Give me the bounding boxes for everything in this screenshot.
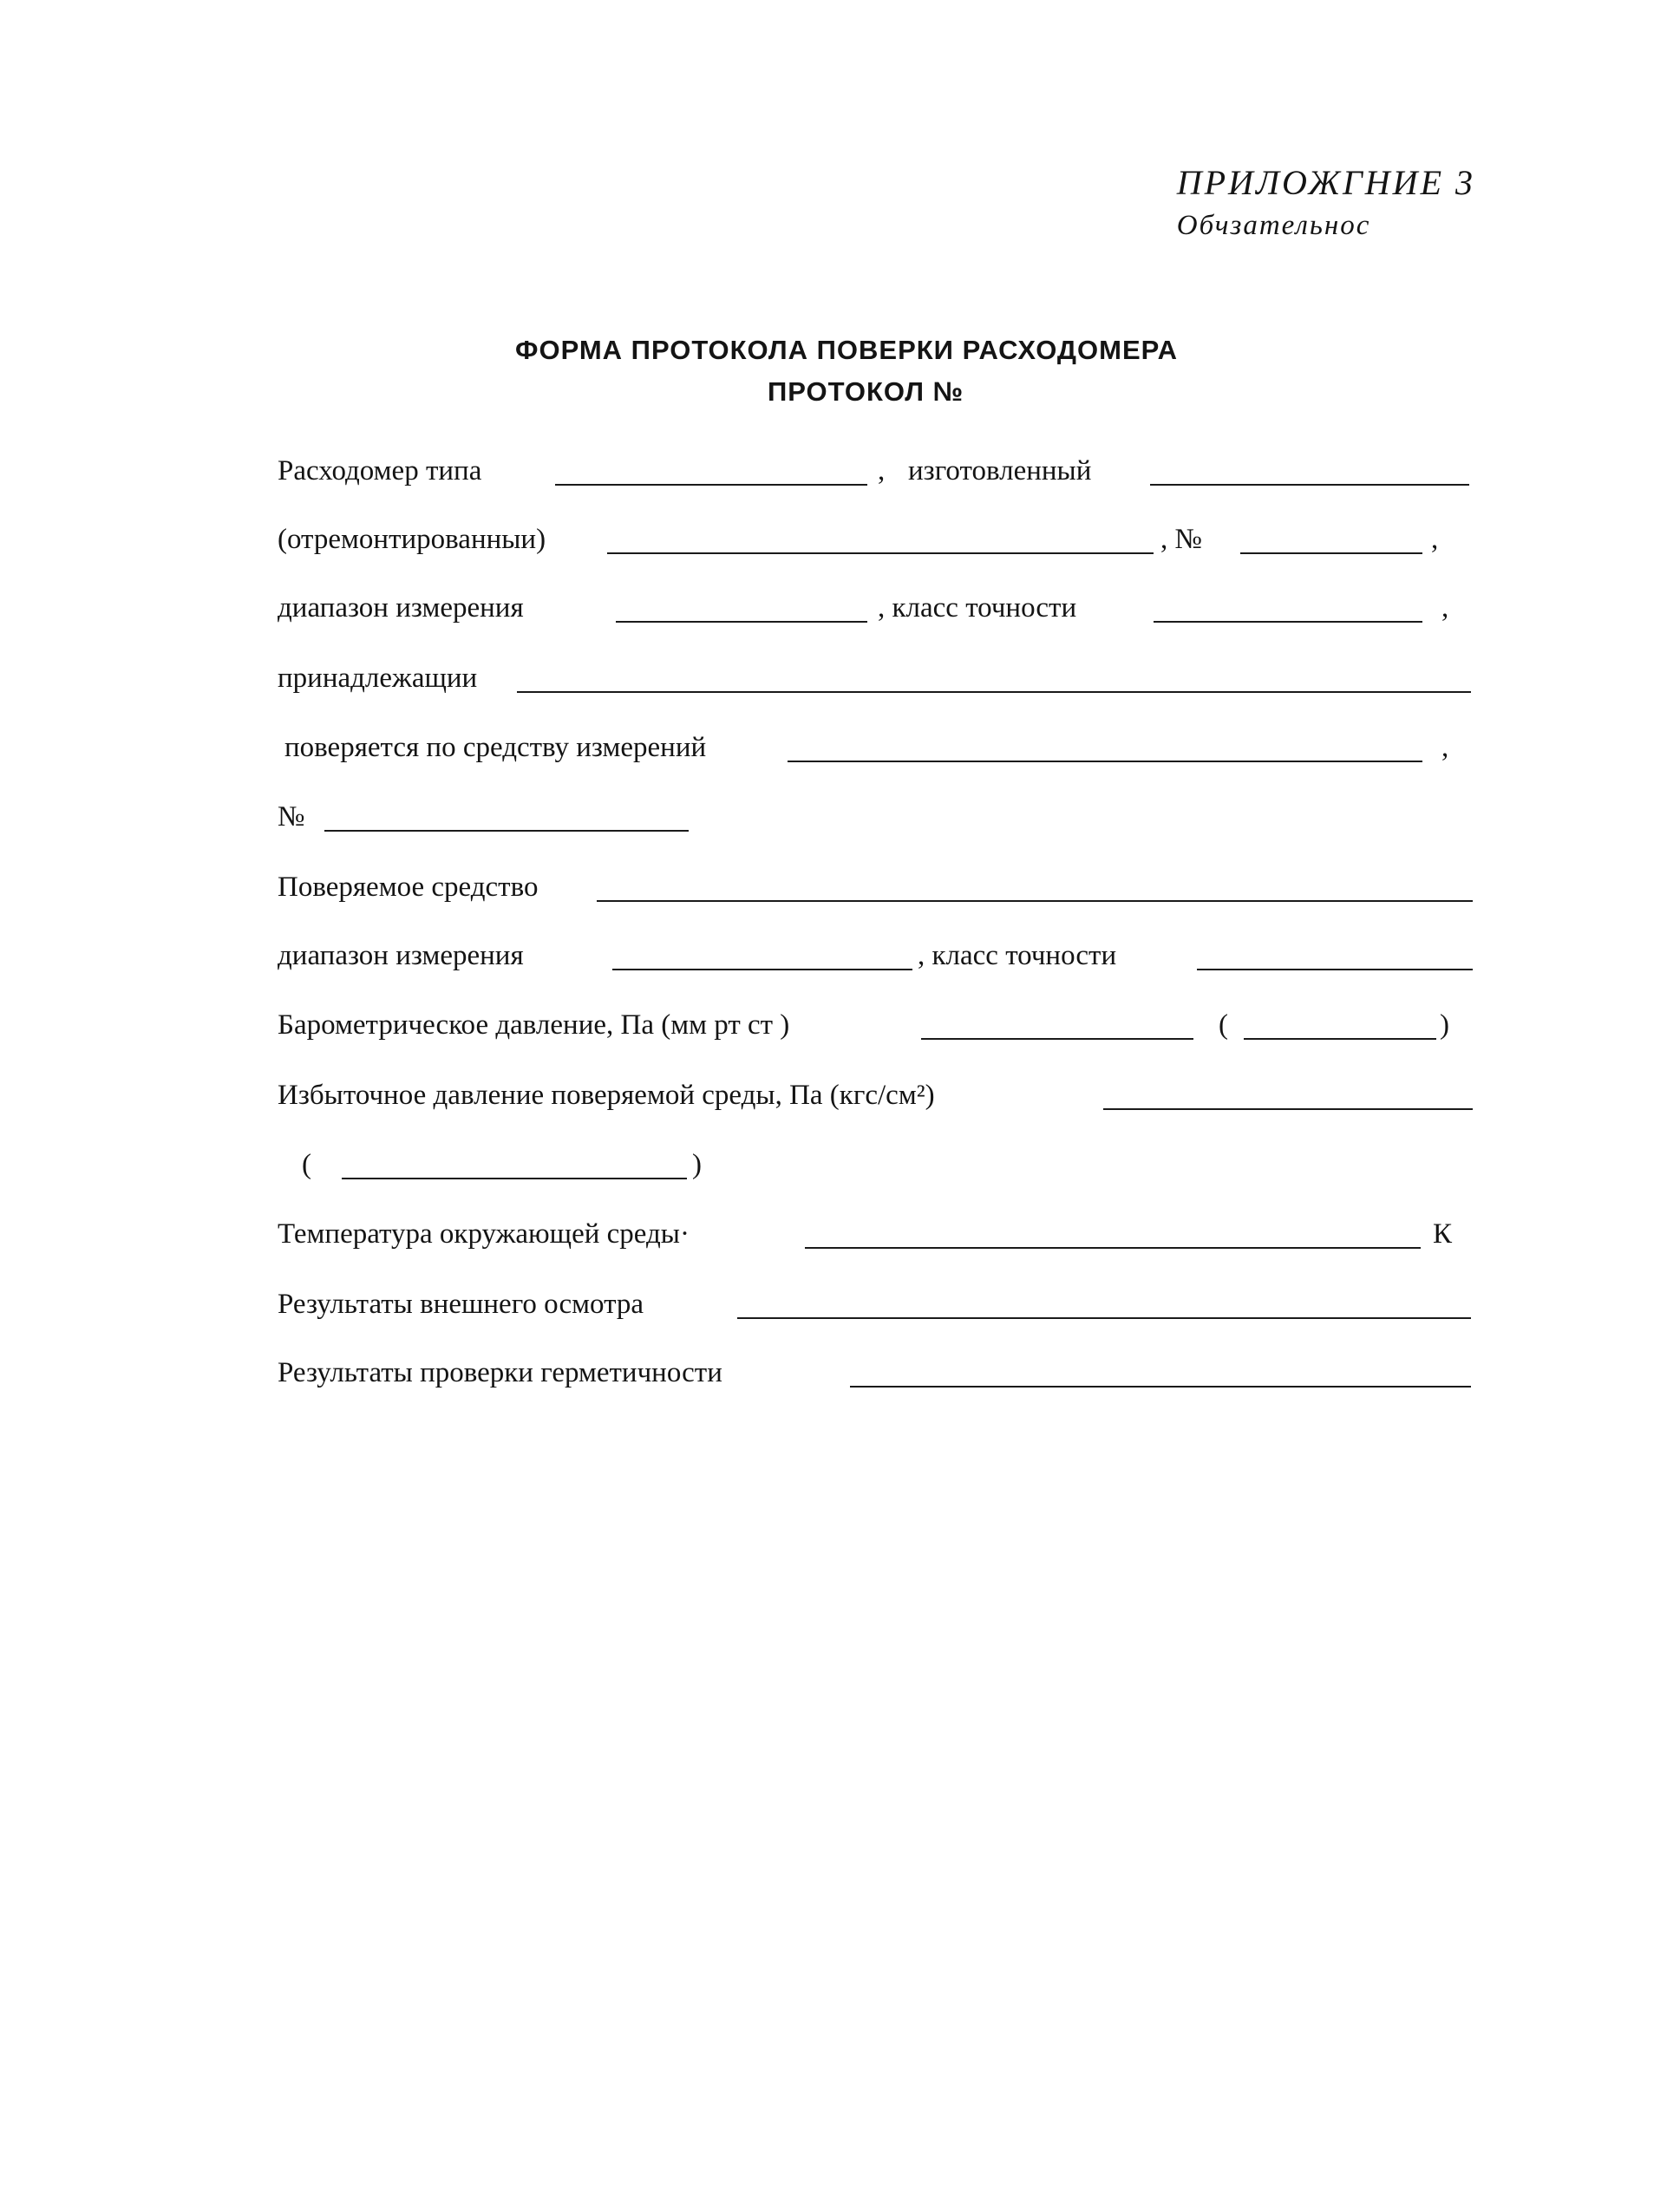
row-ambient-temp [278, 1212, 1474, 1256]
excess-paren-close: ) [692, 1149, 702, 1180]
repaired-field[interactable] [607, 552, 1154, 554]
number-field[interactable] [324, 830, 689, 832]
ambient-temp-label: Температура окружающей среды· [278, 1218, 690, 1250]
class-accuracy-label: , класс точности [878, 592, 1077, 624]
flowmeter-type-field[interactable] [555, 484, 867, 486]
range-field[interactable] [616, 621, 867, 623]
row-visual-results [278, 1283, 1474, 1326]
excess-pressure-kgf-field[interactable] [342, 1178, 687, 1179]
appendix-note: Обчзательнос [1176, 210, 1371, 241]
row-belonging [278, 656, 1474, 700]
class-accuracy-field[interactable] [1154, 621, 1422, 623]
tightness-results-field[interactable] [850, 1386, 1471, 1388]
title-line-1: ФОРМА ПРОТОКОЛА ПОВЕРКИ РАСХОДОМЕРА [515, 335, 1178, 365]
repaired-comma: , [1431, 524, 1439, 555]
appendix-header [1177, 161, 1475, 246]
repaired-number-field[interactable] [1240, 552, 1422, 554]
visual-results-label: Результаты внешнего осмотра [278, 1289, 644, 1320]
barometric-paren-open: ( [1219, 1009, 1228, 1041]
excess-paren-open: ( [302, 1149, 311, 1180]
visual-results-field[interactable] [737, 1317, 1471, 1319]
repaired-label: (отремонтированныи) [278, 524, 546, 555]
title-line-2: ПРОТОКОЛ № [768, 376, 964, 407]
tightness-results-label: Результаты проверки герметичности [278, 1357, 722, 1388]
row-range-2 [278, 934, 1474, 977]
row-range [278, 586, 1474, 630]
row-excess-pressure [278, 1074, 1474, 1117]
row-excess-pressure-kgf [278, 1143, 1474, 1186]
range-label: диапазон измерения [278, 592, 524, 624]
range2-field[interactable] [612, 969, 912, 970]
verified-by-label: поверяется по средству измерений [284, 732, 707, 763]
barometric-mmhg-field[interactable] [1244, 1038, 1436, 1040]
number-separator: , № [1160, 524, 1202, 555]
class-accuracy2-label: , класс точности [918, 940, 1117, 971]
appendix-label: ПРИЛОЖГНИЕ 3 [1176, 163, 1475, 202]
verified-by-comma: , [1441, 732, 1449, 763]
barometric-label: Барометрическое давление, Па (мм рт ст ) [278, 1009, 790, 1041]
row-verified-instrument [278, 865, 1474, 909]
manufactured-field[interactable] [1150, 484, 1469, 486]
class-accuracy2-field[interactable] [1197, 969, 1473, 970]
verified-instrument-field[interactable] [597, 900, 1473, 902]
verified-by-field[interactable] [788, 761, 1422, 762]
row-number [278, 795, 1474, 839]
ambient-temp-field[interactable] [805, 1247, 1421, 1249]
row-barometric [278, 1003, 1474, 1047]
belonging-label: принадлежащии [278, 663, 478, 694]
range-comma: , [1441, 592, 1449, 624]
row-repaired [278, 518, 1474, 561]
belonging-field[interactable] [517, 691, 1471, 693]
excess-pressure-label: Избыточное давление поверяемой среды, Па (кгс/см²) [278, 1080, 935, 1111]
row-verified-by [278, 726, 1474, 769]
range2-label: диапазон измерения [278, 940, 524, 971]
kelvin-unit: К [1433, 1218, 1453, 1250]
barometric-pa-field[interactable] [921, 1038, 1193, 1040]
barometric-paren-close: ) [1440, 1009, 1449, 1041]
excess-pressure-pa-field[interactable] [1103, 1108, 1473, 1110]
number-label: № [278, 801, 305, 833]
verified-instrument-label: Поверяемое средство [278, 872, 539, 903]
row-tightness-results [278, 1351, 1474, 1394]
manufactured-comma: , [878, 455, 886, 486]
manufactured-label: изготовленный [908, 455, 1092, 486]
row-flowmeter-type [278, 449, 1474, 493]
flowmeter-type-label: Расходомер типа [278, 455, 482, 486]
